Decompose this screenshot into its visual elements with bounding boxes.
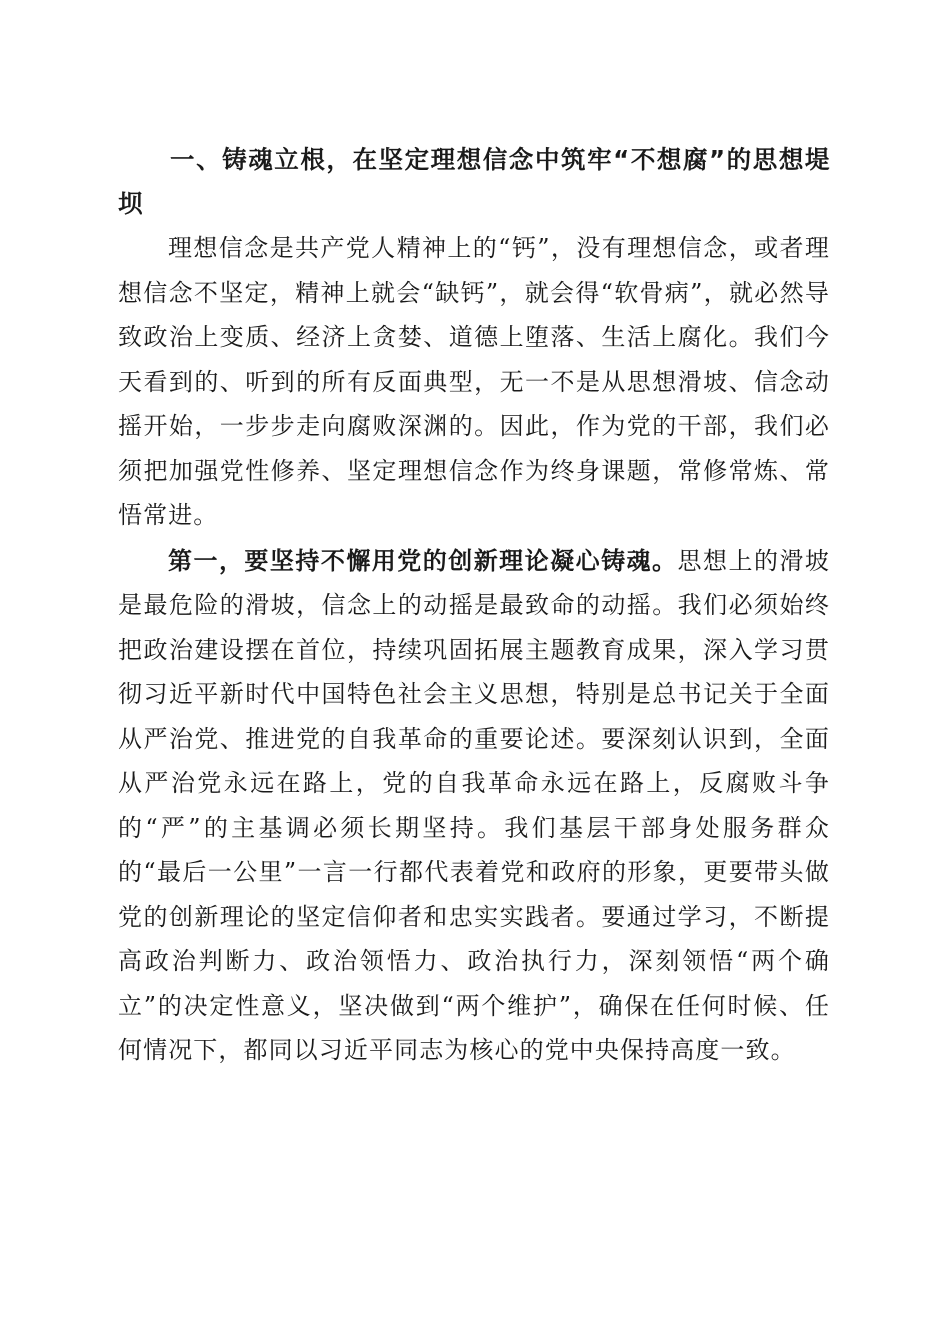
paragraph-2-text: 思想上的滑坡是最危险的滑坡，信念上的动摇是最致命的动摇。我们必须始终把政治建设摆在首位，持续巩固拓展主题教育成果，深入学习贯彻习近平新时代中国特色社会主义思想，特别是总书记关于全面从严治党、推进党的自我革命的重要论述。要深刻认识到，全面从严治党永远在路上，党的自我革命永远在路上，反腐败斗争的“严”的主基调必须长期坚持。我们基层干部身处服务群众的“最后一公里”一言一行都代表着党和政府的形象，更要带头做党的创新理论的坚定信仰者和忠实实践者。要通过学习，不断提高政治判断力、政治领悟力、政治执行力，深刻领悟“两个确立”的决定性意义，坚决做到“两个维护”，确保在任何时候、任何情况下，都同以习近平同志为核心的党中央保持高度一致。 (118, 546, 830, 1064)
document-body (118, 138, 830, 1073)
paragraph-2 (118, 539, 830, 1073)
section-heading: 一、铸魂立根，在坚定理想信念中筑牢“不想腐”的思想堤坝 (118, 145, 830, 218)
paragraph-1-text: 理想信念是共产党人精神上的“钙”，没有理想信念，或者理想信念不坚定，精神上就会“缺钙”，就会得“软骨病”，就必然导致政治上变质、经济上贪婪、道德上堕落、生活上腐化。我们今天看到的、听到的所有反面典型，无一不是从思想滑坡、信念动摇开始，一步步走向腐败深渊的。因此，作为党的干部，我们必须把加强党性修养、坚定理想信念作为终身课题，常修常炼、常悟常进。 (118, 234, 830, 529)
paragraph-2-lead: 第一，要坚持不懈用党的创新理论凝心铸魂。 (168, 546, 678, 575)
paragraph-1 (118, 226, 830, 538)
